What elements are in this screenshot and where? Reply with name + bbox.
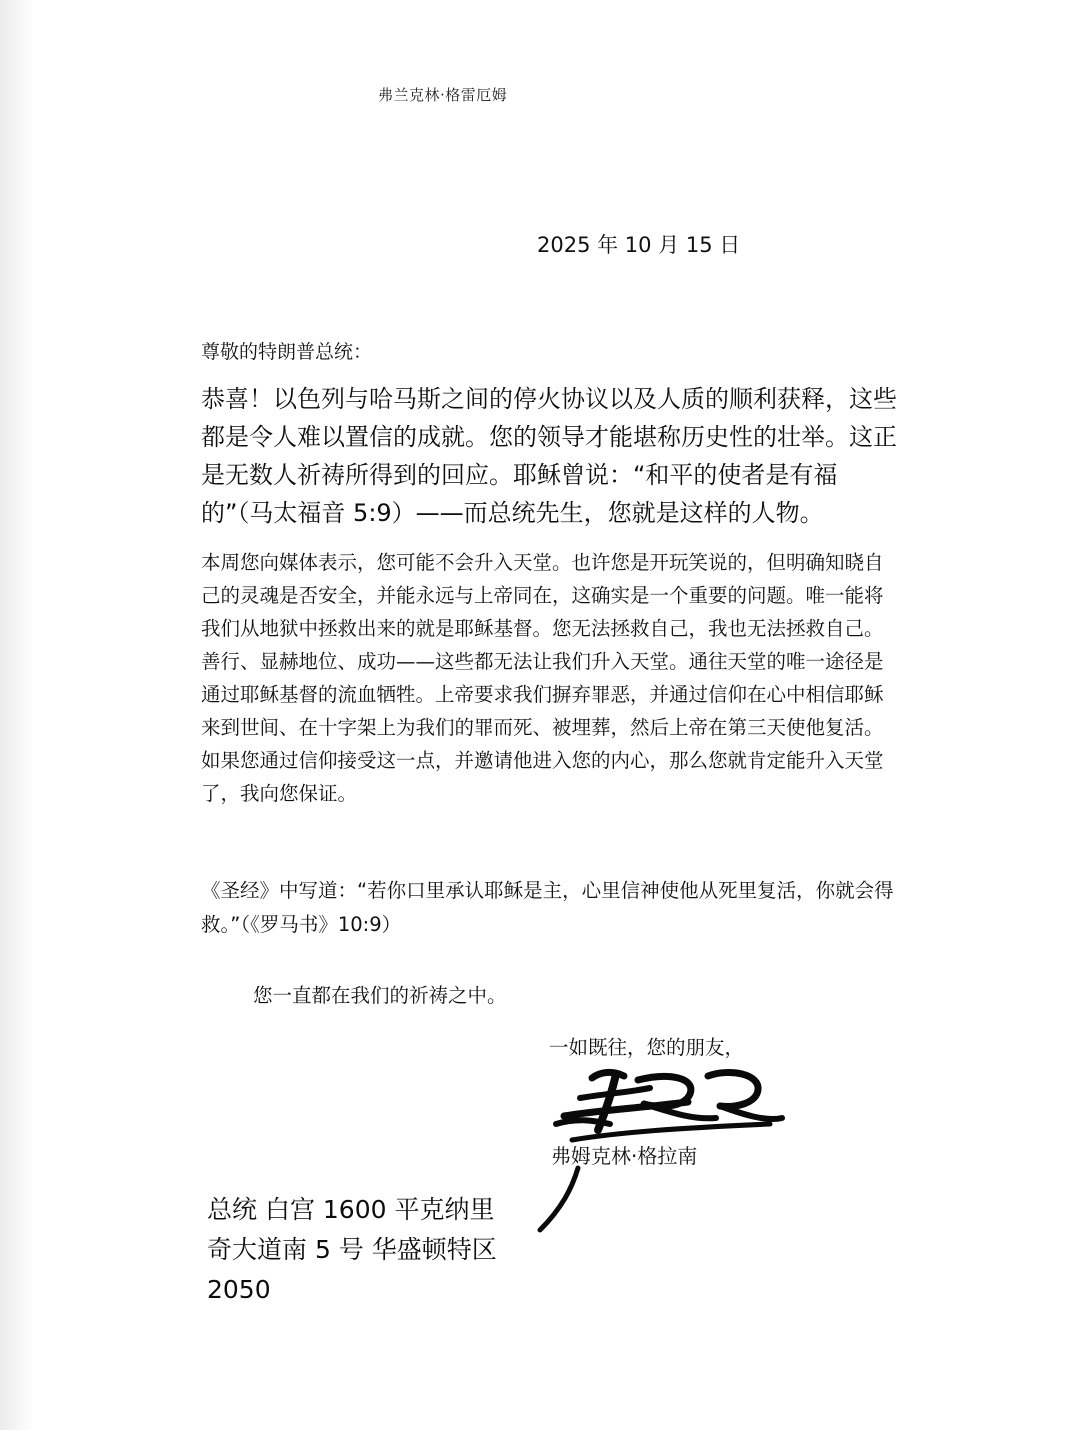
prayer-line: 您一直都在我们的祈祷之中。 <box>253 984 507 1007</box>
letter-date: 2025 年 10 月 15 日 <box>537 233 741 257</box>
closing-line: 一如既往，您的朋友， <box>549 1036 745 1059</box>
page-edge-shadow <box>0 0 34 1430</box>
paragraph-scripture: 《圣经》中写道：“若你口里承认耶稣是主，心里信神使他从死里复活，你就会得救。”（《罗马书》10:9） <box>201 879 894 936</box>
address-line-1: 总统 白宫 1600 平克纳里 <box>207 1195 495 1224</box>
signer-name: 弗姆克林·格拉南 <box>551 1144 698 1168</box>
address-line-2: 奇大道南 5 号 华盛顿特区 <box>207 1235 497 1264</box>
recipient-address <box>207 1190 527 1310</box>
sender-name: 弗兰克林·格雷厄姆 <box>378 86 508 104</box>
address-line-3: 2050 <box>207 1275 271 1304</box>
salutation: 尊敬的特朗普总统： <box>201 341 373 363</box>
paragraph-heaven: 本周您向媒体表示，您可能不会升入天堂。也许您是开玩笑说的，但明确知晓自己的灵魂是否安全，并能永远与上帝同在，这确实是一个重要的问题。唯一能将我们从地狱中拯救出来的就是耶稣基督。您无法拯救自己，我也无法拯救自己。善行、显赫地位、成功——这些都无法让我们升入天堂。通往天堂的唯一途径是通过耶稣基督的流血牺牲。上帝要求我们摒弃罪恶，并通过信仰在心中相信耶稣来到世间、在十字架上为我们的罪而死、被埋葬，然后上帝在第三天使他复活。如果您通过信仰接受这一点，并邀请他进入您的内心，那么您就肯定能升入天堂了，我向您保证。 <box>201 551 884 805</box>
paragraph-congratulations: 恭喜！以色列与哈马斯之间的停火协议以及人质的顺利获释，这些都是令人难以置信的成就。您的领导才能堪称历史性的壮举。这正是无数人祈祷所得到的回应。耶稣曾说：“和平的使者是有福的”（马太福音 5:9）——而总统先生，您就是这样的人物。 <box>201 385 897 527</box>
